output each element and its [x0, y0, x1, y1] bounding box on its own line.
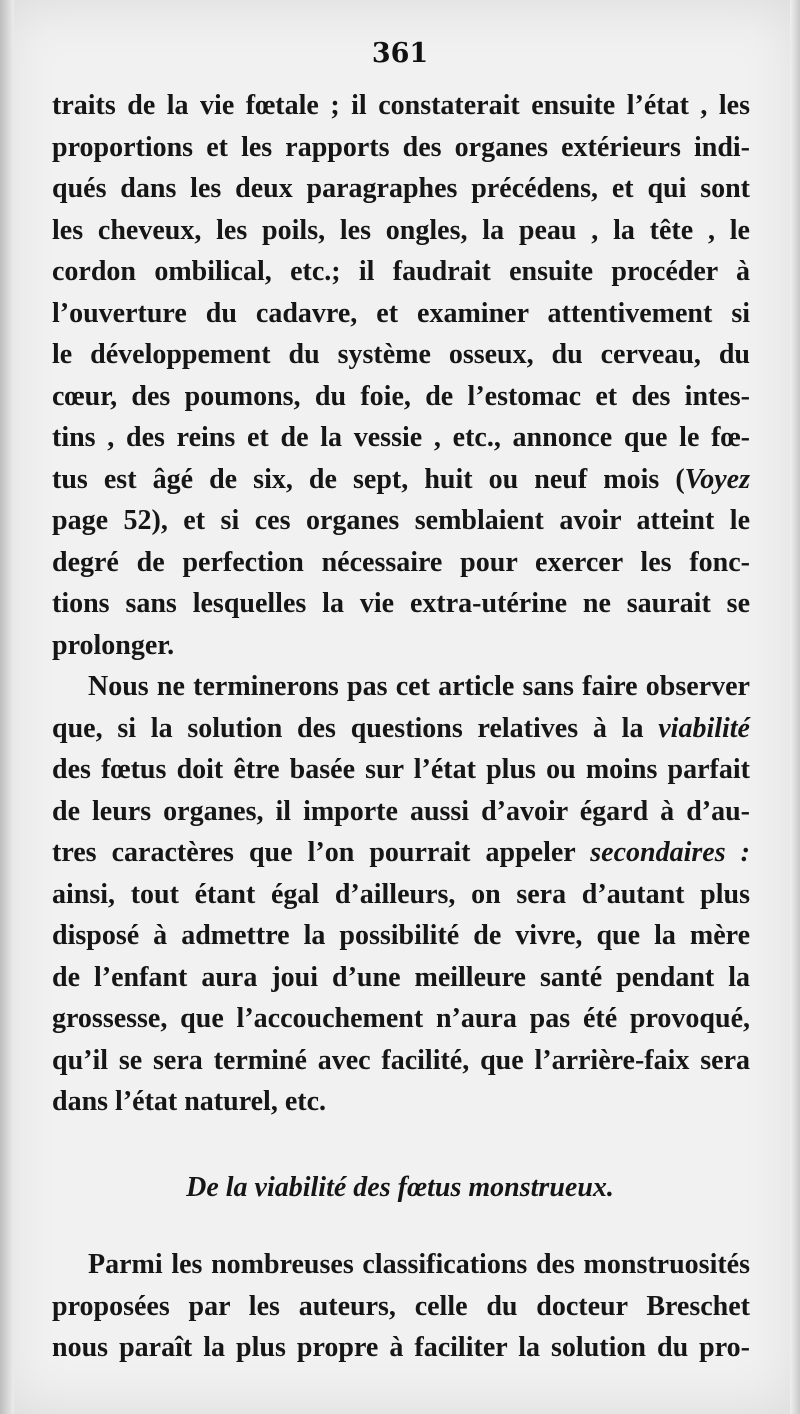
page-number: 361	[371, 38, 429, 69]
text-line: le développement du système osseux, du cerveau, du	[52, 339, 750, 370]
text-line: qués dans les deux paragraphes précédens, et qui sont	[52, 173, 750, 204]
text-line: des fœtus doit être basée sur l’état plus ou moins parfait	[52, 754, 750, 785]
text-line: proposées par les auteurs, celle du docteur Breschet	[52, 1290, 750, 1322]
text-line: de leurs organes, il importe aussi d’avoir égard à d’au-	[52, 795, 750, 827]
body-text-top	[52, 85, 750, 1123]
text-line: de l’enfant aura joui d’une meilleure santé pendant la	[52, 961, 750, 993]
text-segment: tres caractères que l’on pourrait appeler	[52, 837, 591, 868]
text-line-with-italic	[52, 708, 750, 750]
body-text-bottom	[52, 1244, 750, 1369]
text-line: prolonger.	[52, 629, 175, 661]
section-heading: De la viabilité des fœtus monstrueux.	[186, 1172, 614, 1203]
paragraph-1	[52, 85, 750, 666]
italic-reference: Voyez	[684, 463, 750, 495]
text-line: degré de perfection nécessaire pour exercer les fonc-	[52, 546, 750, 578]
text-line: dans l’état naturel, etc.	[52, 1086, 326, 1117]
text-line: disposé à admettre la possibilité de vivre, que la mère	[52, 920, 750, 951]
text-line: traits de la vie fœtale ; il constaterait ensuite l’état , les	[52, 90, 750, 121]
text-segment: tus est âgé de six, de sept, huit ou neuf mois (	[52, 463, 685, 495]
text-line: grossesse, que l’accouchement n’aura pas été provoqué,	[52, 1003, 750, 1034]
text-line: l’ouverture du cadavre, et examiner attentivement si	[52, 297, 750, 329]
text-line-with-italic	[52, 459, 750, 501]
text-line: nous paraît la plus propre à faciliter la solution du pro-	[52, 1332, 750, 1363]
text-line: tions sans lesquelles la vie extra-utérine ne saurait se	[52, 588, 750, 619]
italic-term: viabilité	[658, 712, 750, 744]
text-line: cœur, des poumons, du foie, de l’estomac et des intes-	[52, 380, 750, 412]
text-line: proportions et les rapports des organes extérieurs indi-	[52, 131, 750, 163]
text-line: qu’il se sera terminé avec facilité, que l’arrière-faix sera	[52, 1044, 750, 1076]
paragraph-2	[52, 666, 750, 1123]
text-line: Nous ne terminerons pas cet article sans faire observer	[88, 671, 750, 702]
text-line: page 52), et si ces organes semblaient avoir atteint le	[52, 505, 750, 536]
text-segment: que, si la solution des questions relatives à la	[52, 712, 659, 744]
paragraph-3	[52, 1244, 750, 1369]
text-line: les cheveux, les poils, les ongles, la peau , la tête , le	[52, 214, 750, 246]
text-line: cordon ombilical, etc.; il faudrait ensuite procéder à	[52, 256, 750, 287]
italic-term: secondaires :	[590, 837, 750, 868]
text-line-with-italic	[52, 832, 750, 874]
text-line: Parmi les nombreuses classifications des monstruosités	[88, 1249, 750, 1280]
text-line: tins , des reins et de la vessie , etc., annonce que le fœ-	[52, 422, 750, 453]
text-line: ainsi, tout étant égal d’ailleurs, on sera d’autant plus	[52, 878, 750, 910]
